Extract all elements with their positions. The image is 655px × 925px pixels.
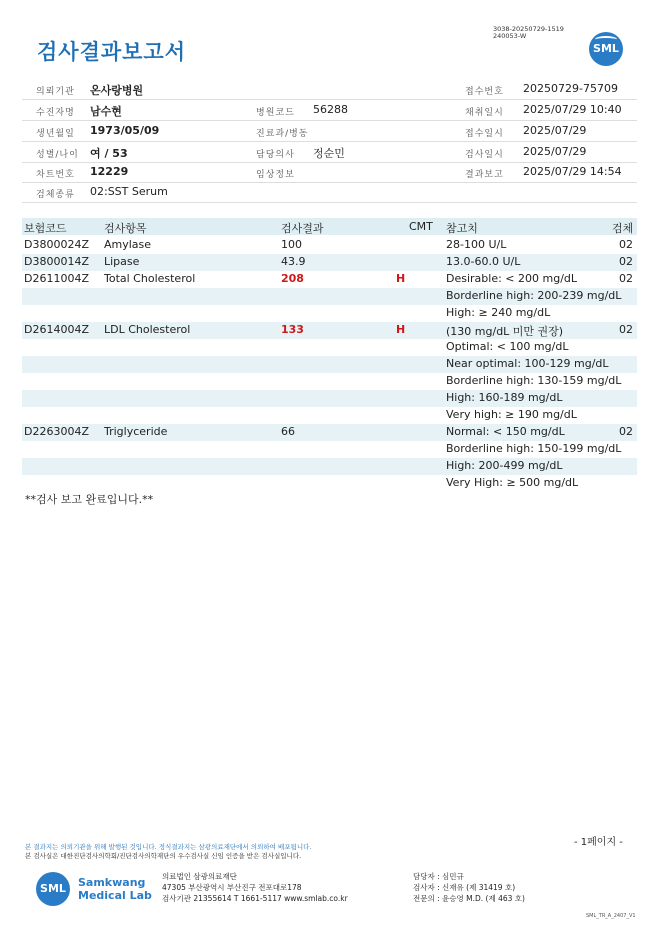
- col-ref: 참고치: [446, 222, 478, 235]
- cell-ref: Very high: ≥ 190 mg/dL: [446, 408, 577, 421]
- dept-label: 진료과/병동: [256, 129, 309, 139]
- col-result: 검사결과: [281, 222, 324, 235]
- staff-specialist: 전문의 : 윤승영 M.D. (제 463 호): [413, 894, 525, 903]
- blank-stripe: [22, 763, 637, 780]
- sex-age-label: 성별/나이: [36, 150, 79, 160]
- cell-code: D2611004Z: [24, 272, 89, 285]
- contact: 검사기관 21355614 T 1661-5117 www.smlab.co.kr: [162, 894, 348, 903]
- table-row: [22, 458, 637, 475]
- footer-staff-block: [413, 871, 525, 904]
- table-row: [22, 390, 637, 407]
- cell-item: Lipase: [104, 255, 140, 268]
- clinical-label: 임상정보: [256, 170, 295, 180]
- cell-flag: H: [396, 272, 406, 285]
- table-row: [22, 237, 637, 254]
- cell-code: D2614004Z: [24, 323, 89, 336]
- report-value: 2025/07/29 14:54: [523, 165, 622, 178]
- doctor-label: 담당의사: [256, 150, 295, 160]
- header-row-1: [22, 79, 637, 100]
- blank-stripe: [22, 559, 637, 576]
- cell-ref: High: 160-189 mg/dL: [446, 391, 563, 404]
- brand-line-2: Medical Lab: [78, 889, 152, 902]
- patient-label: 수진자명: [36, 108, 75, 118]
- table-row: [22, 288, 637, 305]
- report-title: 검사결과보고서: [37, 40, 187, 64]
- header-row-3: [22, 121, 637, 142]
- cell-spec: 02: [619, 425, 633, 438]
- cell-item: LDL Cholesterol: [104, 323, 191, 336]
- cell-ref: Desirable: < 200 mg/dL: [446, 272, 578, 285]
- col-code: 보험코드: [24, 222, 67, 235]
- cell-ref: Borderline high: 130-159 mg/dL: [446, 374, 622, 387]
- blank-stripe: [22, 525, 637, 542]
- sex-age-value: 여 / 53: [90, 147, 128, 160]
- cell-item: Amylase: [104, 238, 152, 251]
- chart-value: 12229: [90, 165, 129, 178]
- cell-item: Triglyceride: [104, 425, 168, 438]
- address: 47305 부산광역시 부산진구 전포대로178: [162, 883, 302, 892]
- blank-stripe: [22, 729, 637, 746]
- cell-ref: Optimal: < 100 mg/dL: [446, 340, 569, 353]
- cell-ref: Normal: < 150 mg/dL: [446, 425, 565, 438]
- collect-label: 채취일시: [465, 108, 504, 118]
- specimen-label: 검체종류: [36, 190, 75, 200]
- cell-code: D3800024Z: [24, 238, 89, 251]
- table-row: [22, 305, 637, 322]
- page-number: - 1페이지 -: [574, 837, 623, 848]
- receipt-no-label: 접수번호: [465, 87, 504, 97]
- table-row: [22, 373, 637, 390]
- document-id-line1: 3038-20250729-1519: [493, 25, 564, 33]
- table-row: [22, 475, 637, 492]
- cell-result: 208: [281, 272, 304, 285]
- table-row: [22, 271, 637, 288]
- cell-spec: 02: [619, 323, 633, 336]
- header-row-4: [22, 142, 637, 163]
- blank-stripe: [22, 661, 637, 678]
- brand-line-1: Samkwang: [78, 876, 146, 889]
- cell-spec: 02: [619, 238, 633, 251]
- cell-ref: Borderline high: 150-199 mg/dL: [446, 442, 622, 455]
- cell-flag: H: [396, 323, 406, 336]
- patient-value: 남수현: [90, 105, 122, 118]
- hosp-code-value: 56288: [313, 103, 348, 116]
- header-row-2: [22, 100, 637, 121]
- cell-ref: Borderline high: 200-239 mg/dL: [446, 289, 622, 302]
- receive-label: 접수일시: [465, 129, 504, 139]
- cell-ref: 28-100 U/L: [446, 238, 507, 251]
- header-row-5: [22, 162, 637, 183]
- cell-result: 66: [281, 425, 295, 438]
- table-row: [22, 356, 637, 373]
- doctor-value: 정순민: [313, 147, 345, 160]
- cell-result: 100: [281, 238, 302, 251]
- cell-item: Total Cholesterol: [104, 272, 196, 285]
- form-code: SML_TR_A_2407_V1: [586, 913, 636, 919]
- header-row-6: [22, 182, 637, 203]
- blank-stripe: [22, 797, 637, 814]
- col-item: 검사항목: [104, 222, 147, 235]
- table-row: [22, 254, 637, 271]
- chart-label: 차트번호: [36, 170, 75, 180]
- collect-value: 2025/07/29 10:40: [523, 103, 622, 116]
- staff-in-charge: 담당자 : 심민규: [413, 872, 464, 881]
- staff-tester: 검사자 : 신재유 (제 31419 호): [413, 883, 516, 892]
- table-row: [22, 322, 637, 339]
- test-date-label: 검사일시: [465, 150, 504, 160]
- blank-stripe: [22, 627, 637, 644]
- footnote-2: 본 검사실은 대한진단검사의학회/진단검사의학재단의 우수검사실 신임 인증을 받은 검사실입니다.: [25, 852, 302, 860]
- table-row: [22, 339, 637, 356]
- test-date-value: 2025/07/29: [523, 145, 587, 158]
- dob-value: 1973/05/09: [90, 124, 160, 137]
- document-id: [493, 26, 564, 40]
- org-name: 의료법인 삼광의료재단: [162, 872, 237, 881]
- report-label: 결과보고: [465, 170, 504, 180]
- table-row: [22, 424, 637, 441]
- blank-stripe: [22, 695, 637, 712]
- blank-stripe: [22, 593, 637, 610]
- cell-ref: High: 200-499 mg/dL: [446, 459, 563, 472]
- table-row: [22, 407, 637, 424]
- document-id-line2: 240053-W: [493, 32, 527, 40]
- table-row: [22, 441, 637, 458]
- sml-logo: SML: [589, 32, 623, 66]
- cell-result: 133: [281, 323, 304, 336]
- specimen-value: 02:SST Serum: [90, 185, 168, 198]
- footnote-1: 본 결과지는 의뢰기관을 위해 발행된 것입니다. 정식결과지는 삼광의료재단에서 의뢰하여 배포됩니다.: [25, 843, 312, 851]
- footer-brand: [78, 876, 152, 902]
- cell-ref: 13.0-60.0 U/L: [446, 255, 521, 268]
- cell-ref: High: ≥ 240 mg/dL: [446, 306, 551, 319]
- receive-value: 2025/07/29: [523, 124, 587, 137]
- cell-ref: (130 mg/dL 미만 권장): [446, 325, 564, 338]
- cell-spec: 02: [619, 255, 633, 268]
- cell-code: D3800014Z: [24, 255, 89, 268]
- results-table-header: [22, 218, 637, 235]
- hospital-label: 의뢰기관: [36, 87, 75, 97]
- hosp-code-label: 병원코드: [256, 108, 295, 118]
- cell-code: D2263004Z: [24, 425, 89, 438]
- receipt-no-value: 20250729-75709: [523, 82, 618, 95]
- cell-result: 43.9: [281, 255, 306, 268]
- col-cmt: CMT: [409, 220, 433, 233]
- cell-ref: Near optimal: 100-129 mg/dL: [446, 357, 609, 370]
- dob-label: 생년월일: [36, 129, 75, 139]
- col-spec: 검체: [612, 222, 634, 235]
- hospital-value: 온사랑병원: [90, 84, 144, 97]
- completion-message: **검사 보고 완료입니다.**: [25, 493, 154, 506]
- footer-sml-logo: SML: [36, 872, 70, 906]
- cell-ref: Very High: ≥ 500 mg/dL: [446, 476, 579, 489]
- footer-address-block: [162, 871, 348, 904]
- cell-spec: 02: [619, 272, 633, 285]
